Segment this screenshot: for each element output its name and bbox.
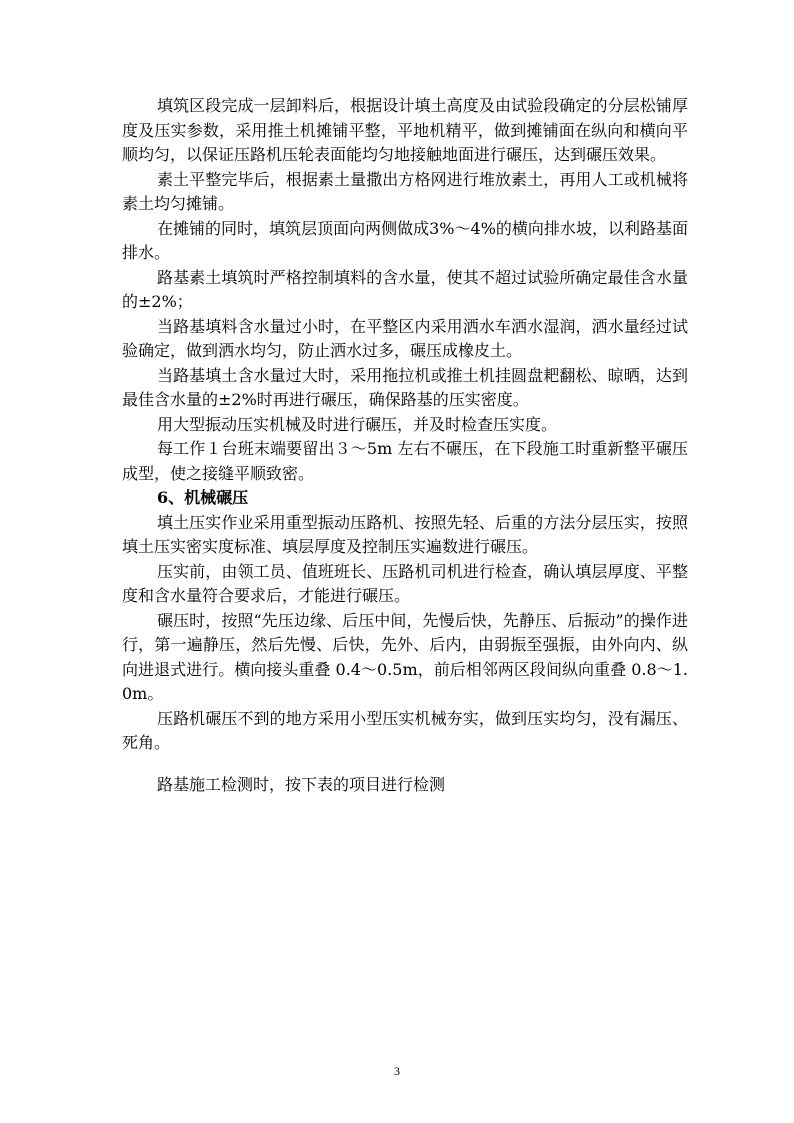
paragraph-gap xyxy=(122,756,688,773)
paragraph-spreading: 填筑区段完成一层卸料后，根据设计填土高度及由试验段确定的分层松铺厚度及压实参数，采用推土机摊铺平整，平地机精平，做到摊铺面在纵向和横向平顺均匀，以保证压路机压轮表面能均匀地接触地面进行碾压，达到碾压效果。 xyxy=(122,96,688,164)
paragraph-joint-handling: 每工作１台班末端要留出３～5m 左右不碾压，在下段施工时重新整平碾压成型，使之接缝平顺致密。 xyxy=(122,439,688,483)
paragraph-pre-compaction-check: 压实前，由领工员、值班班长、压路机司机进行检查，确认填层厚度、平整度和含水量符合要求后，才能进行碾压。 xyxy=(122,561,688,605)
section-heading: 6、机械碾压 xyxy=(157,488,249,507)
paragraph-low-moisture: 当路基填料含水量过小时，在平整区内采用洒水车洒水湿润，洒水量经过试验确定，做到洒水均匀，防止洒水过多，碾压成橡皮土。 xyxy=(122,316,688,360)
paragraph-rolling-procedure: 碾压时，按照“先压边缘、后压中间，先慢后快，先静压、后振动”的操作进行，第一遍静压，然后先慢、后快，先外、后内，由弱振至强振，由外向内、纵向进退式进行。横向接头重叠 0.4～0.5m，前后相邻两区段间纵向重叠 0.8～1.0m。 xyxy=(122,610,688,703)
paragraph-drainage-slope: 在摊铺的同时，填筑层顶面向两侧做成3%～4%的横向排水坡，以利路基面排水。 xyxy=(122,218,688,262)
paragraph-small-machinery: 压路机碾压不到的地方采用小型压实机械夯实，做到压实均匀，没有漏压、死角。 xyxy=(122,708,688,752)
paragraph-compaction-method: 填土压实作业采用重型振动压路机、按照先轻、后重的方法分层压实，按照填土压实密实度标准、填层厚度及控制压实遍数进行碾压。 xyxy=(122,512,688,556)
paragraph-high-moisture: 当路基填土含水量过大时，采用拖拉机或推土机挂圆盘耙翻松、晾晒，达到最佳含水量的±2%时再进行碾压，确保路基的压实密度。 xyxy=(122,365,688,409)
paragraph-moisture-control: 路基素土填筑时严格控制填料的含水量，使其不超过试验所确定最佳含水量的±2%； xyxy=(122,267,688,311)
paragraph-vibration-compaction: 用大型振动压实机械及时进行碾压，并及时检查压实度。 xyxy=(157,414,558,434)
paragraph-leveling: 素土平整完毕后，根据素土量撒出方格网进行堆放素土，再用人工或机械将素土均匀摊铺。 xyxy=(122,169,688,213)
paragraph-inspection-intro: 路基施工检测时，按下表的项目进行检测 xyxy=(157,774,446,794)
page-number: 3 xyxy=(394,1064,400,1078)
page-content xyxy=(122,94,688,797)
